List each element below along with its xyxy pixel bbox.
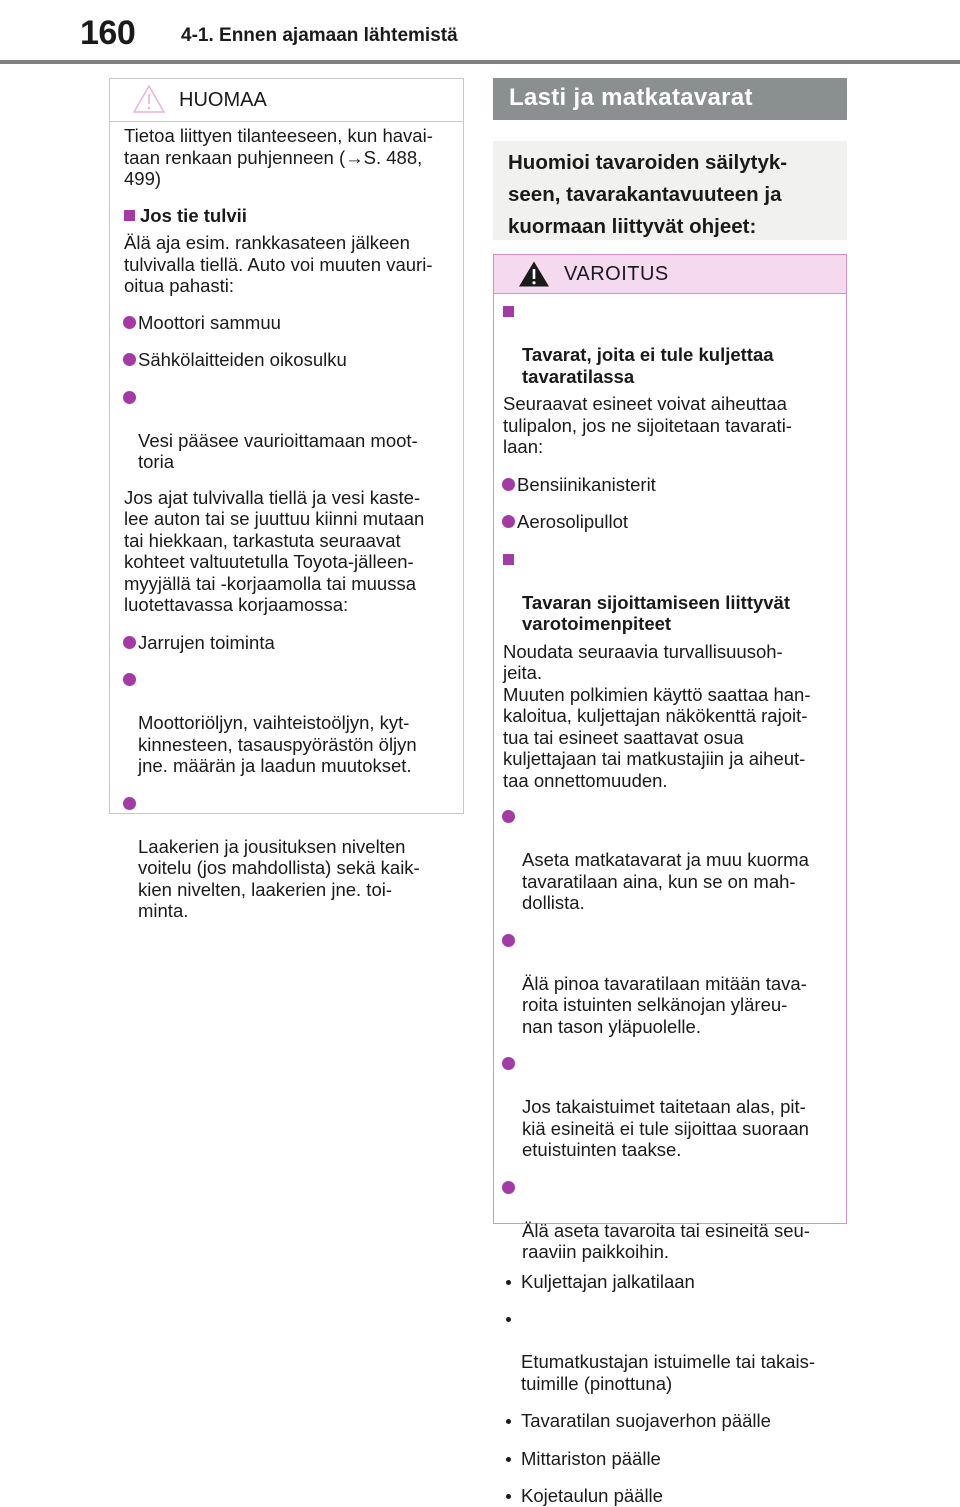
notice-heading bbox=[124, 205, 449, 227]
section-intro: Huomioi tavaroiden säilytyk- seen, tavarakantavuuteen ja kuormaan liittyvät ohjeet: bbox=[508, 151, 788, 238]
sub-list-item-text: Mittariston päälle bbox=[521, 1447, 661, 1469]
section-intro-box bbox=[493, 141, 847, 240]
sub-list-item-text: Etumatkustajan istuimelle tai takais- tuimille (pinottuna) bbox=[521, 1351, 816, 1394]
square-bullet-icon bbox=[124, 210, 135, 221]
round-bullet-icon bbox=[502, 810, 515, 823]
round-bullet-icon bbox=[123, 353, 136, 366]
warning-box bbox=[493, 254, 847, 1506]
small-bullet-icon bbox=[506, 1317, 511, 1322]
warning-heading-2-text: Tavaran sijoittamiseen liittyvät varotoimenpiteet bbox=[522, 591, 791, 634]
list-item-text: Moottoriöljyn, vaihteistoöljyn, kyt- kinnesteen, tasauspyörästön öljyn jne. määrän ja laadun muutokset. bbox=[138, 712, 417, 776]
list-item-text: Älä pinoa tavaratilaan mitään tava- roita istuinten selkänojan yläreu- nan tason yläpuolelle. bbox=[522, 972, 807, 1037]
list-item bbox=[124, 312, 449, 334]
round-bullet-icon bbox=[502, 1181, 515, 1194]
sub-list-item bbox=[503, 1485, 834, 1507]
list-item-text: Bensiinikanisterit bbox=[517, 473, 656, 495]
list-item bbox=[124, 632, 449, 654]
caution-triangle-icon bbox=[132, 84, 166, 114]
list-item-text: Jos takaistuimet taitetaan alas, pit- kiä esineitä ei tule sijoittaa suoraan etuistuinten taakse. bbox=[522, 1096, 809, 1160]
list-item-text: Jarrujen toiminta bbox=[138, 631, 275, 653]
list-item bbox=[124, 793, 449, 922]
sub-list-item-text: Kuljettajan jalkatilaan bbox=[521, 1270, 695, 1292]
list-item bbox=[124, 669, 449, 777]
round-bullet-icon bbox=[502, 1057, 515, 1070]
list-item bbox=[503, 930, 834, 1038]
small-bullet-icon bbox=[506, 1419, 511, 1424]
page-number: 160 bbox=[80, 14, 136, 52]
round-bullet-icon bbox=[502, 478, 515, 491]
warning-heading-1-text: Tavarat, joita ei tule kuljettaa tavaratilassa bbox=[522, 344, 774, 387]
sub-list-item-text: Kojetaulun päälle bbox=[521, 1485, 663, 1506]
warning-title: VAROITUS bbox=[564, 263, 669, 285]
list-item-text: Laakerien ja jousituksen nivelten voitelu (jos mahdollista) sekä kaik- kien nivelten, laakerien jne. toi- minta. bbox=[138, 835, 420, 921]
list-item-text: Vesi pääsee vaurioittamaan moot- toria bbox=[138, 429, 418, 472]
section-title: Lasti ja matkatavarat bbox=[509, 84, 753, 111]
notice-box bbox=[109, 78, 464, 921]
square-bullet-icon bbox=[503, 554, 514, 565]
notice-body bbox=[110, 122, 463, 922]
warning-header bbox=[494, 255, 846, 294]
page-header bbox=[0, 0, 960, 66]
notice-intro: Tietoa liittyen tilanteeseen, kun havai- taan renkaan puhjenneen (→S. 488, 499) bbox=[124, 125, 433, 189]
small-bullet-icon bbox=[506, 1457, 511, 1462]
list-item bbox=[503, 511, 834, 533]
list-item-text: Sähkölaitteiden oikosulku bbox=[138, 349, 347, 370]
sub-list-item bbox=[503, 1410, 834, 1432]
notice-heading-text: Jos tie tulvii bbox=[140, 204, 247, 226]
sub-list-item bbox=[503, 1308, 834, 1394]
notice-paragraph-1: Älä aja esim. rankkasateen jälkeen tulvivalla tiellä. Auto voi muuten vauri- oitua pahasti: bbox=[124, 232, 433, 296]
list-item-text: Älä aseta tavaroita tai esineitä seu- raaviin paikkoihin. bbox=[522, 1219, 810, 1262]
round-bullet-icon bbox=[123, 636, 136, 649]
small-bullet-icon bbox=[506, 1494, 511, 1499]
notice-paragraph-2: Jos ajat tulvivalla tiellä ja vesi kaste- lee auton tai se juuttuu kiinni mutaan tai hiekkaan, tarkastuta seuraavat kohteet valtuutetulla Toyota-jälleen- myyjällä tai -korjaamolla tai muussa luotettavassa korjaamossa: bbox=[124, 486, 425, 615]
round-bullet-icon bbox=[502, 934, 515, 947]
warning-body bbox=[494, 294, 846, 1507]
notice-header bbox=[110, 79, 463, 122]
list-item bbox=[124, 349, 449, 371]
list-item bbox=[124, 387, 449, 473]
square-bullet-icon bbox=[503, 306, 514, 317]
list-item bbox=[503, 806, 834, 914]
warning-heading-1 bbox=[503, 301, 834, 387]
chapter-title: 4-1. Ennen ajamaan lähtemistä bbox=[181, 25, 458, 46]
list-item-text: Moottori sammuu bbox=[138, 311, 281, 333]
list-item bbox=[503, 1177, 834, 1263]
section-title-bar bbox=[493, 78, 847, 120]
small-bullet-icon bbox=[506, 1280, 511, 1285]
sub-list-item bbox=[503, 1448, 834, 1470]
sub-list-item-text: Tavaratilan suojaverhon päälle bbox=[521, 1410, 771, 1431]
sub-list-item bbox=[503, 1271, 834, 1293]
warning-paragraph-1: Seuraavat esineet voivat aiheuttaa tulipalon, jos ne sijoitetaan tavarati- laan: bbox=[503, 393, 792, 457]
round-bullet-icon bbox=[123, 391, 136, 404]
warning-triangle-icon bbox=[518, 260, 550, 288]
list-item-text: Aerosolipullot bbox=[517, 511, 629, 532]
notice-title: HUOMAA bbox=[179, 89, 267, 111]
round-bullet-icon bbox=[123, 797, 136, 810]
list-item bbox=[503, 474, 834, 496]
round-bullet-icon bbox=[502, 515, 515, 528]
warning-heading-2 bbox=[503, 549, 834, 635]
round-bullet-icon bbox=[123, 673, 136, 686]
header-divider bbox=[0, 60, 960, 64]
round-bullet-icon bbox=[123, 316, 136, 329]
warning-paragraph-2: Noudata seuraavia turvallisuusoh- jeita. Muuten polkimien käyttö saattaa han- kaloitua, kuljettajan näkökenttä rajoit- tua tai esineet saattavat osua kuljettajaan tai matkustajiin ja aiheut- taa onnettomuuden. bbox=[503, 640, 811, 791]
list-item bbox=[503, 1053, 834, 1161]
list-item-text: Aseta matkatavarat ja muu kuorma tavaratilaan aina, kun se on mah- dollista. bbox=[522, 849, 809, 913]
